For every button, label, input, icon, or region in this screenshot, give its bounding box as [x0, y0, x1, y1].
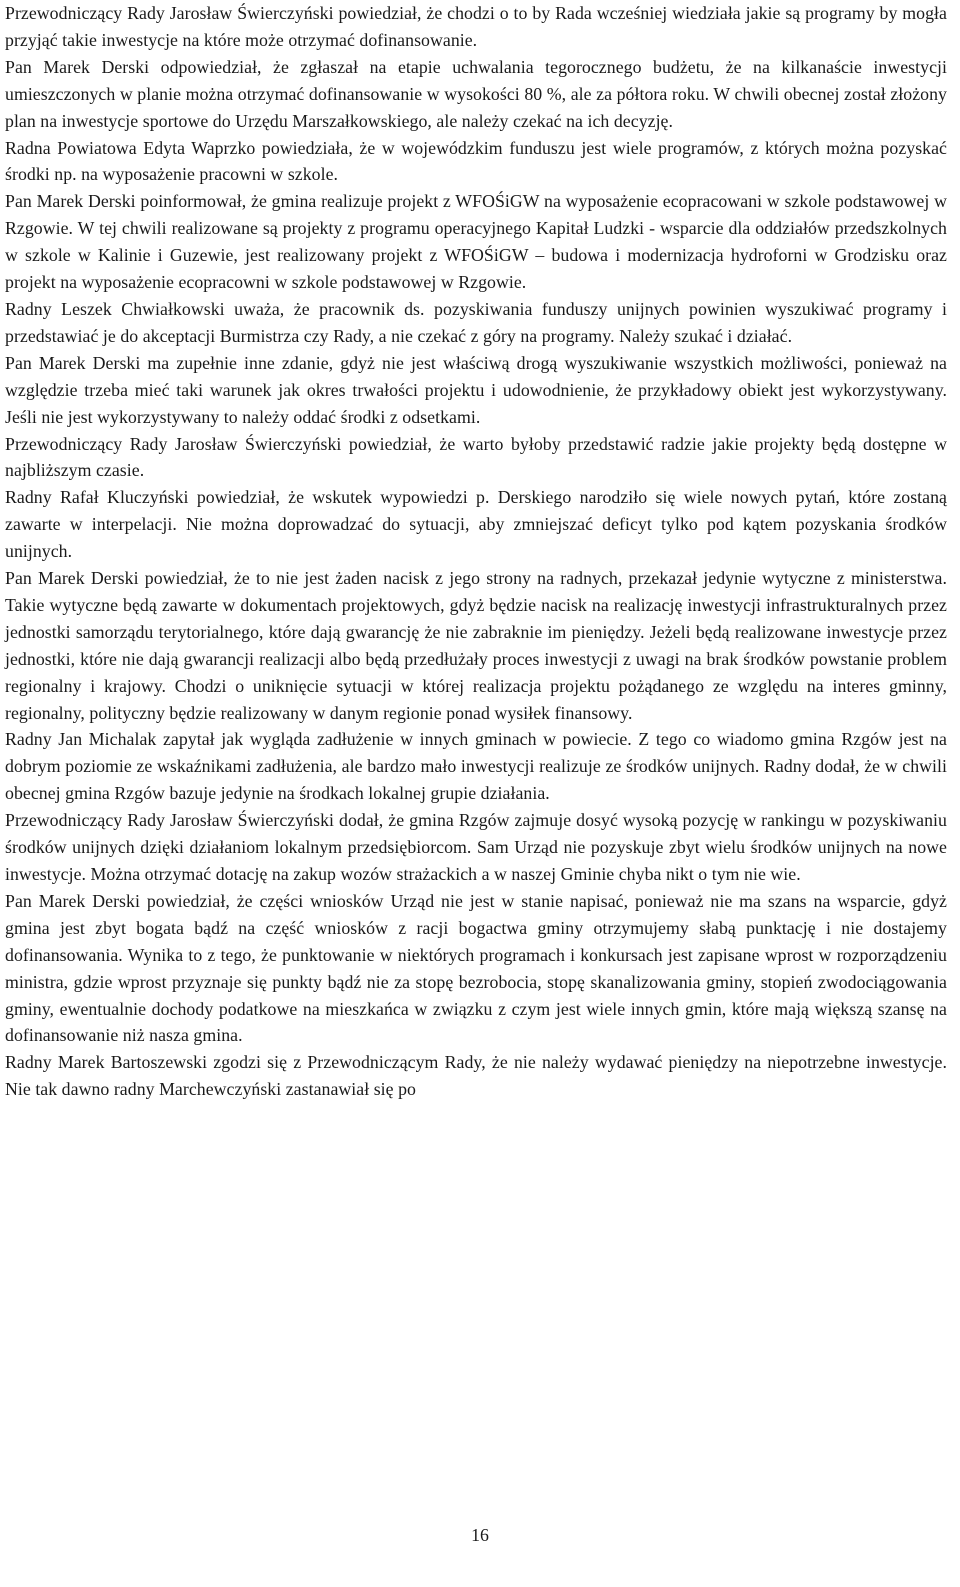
- paragraph-12: Pan Marek Derski powiedział, że części wniosków Urząd nie jest w stanie napisać, ponieważ nie ma szans na wsparcie, gdyż gmina jest zbyt bogata bądź na część wniosków z racji bogactwa gminy otrzymujemy słabą punktację i nie dostajemy dofinansowania. Wynika to z tego, że punktowanie w niektórych programach i konkursach jest zapisane wprost w rozporządzeniu ministra, gdzie wprost przyznaje się punkty bądź nie za stopę bezrobocia, stopę skanalizowania gminy, stopień zwodociągowania gminy, ewentualnie dochody podatkowe na mieszkańca w związku z czym jest wiele innych gmin, które mają większą szansę na dofinansowanie niż nasza gmina.: [5, 890, 947, 1046]
- paragraph-5: Radny Leszek Chwiałkowski uważa, że pracownik ds. pozyskiwania funduszy unijnych powinien wyszukiwać programy i przedstawiać je do akceptacji Burmistrza czy Rady, a nie czekać z góry na programy. Należy szukać i działać.: [5, 298, 947, 346]
- paragraph-11: Przewodniczący Rady Jarosław Świerczyński dodał, że gmina Rzgów zajmuje dosyć wysoką pozycję w rankingu w pozyskiwaniu środków unijnych dzięki działaniom lokalnym przedsiębiorcom. Sam Urząd nie pozyskuje zbyt wielu środków unijnych na nowe inwestycje. Można otrzymać dotację na zakup wozów strażackich a w naszej Gminie chyba nikt o tym nie wie.: [5, 810, 947, 884]
- page-number: 16: [471, 1525, 489, 1545]
- paragraph-7: Przewodniczący Rady Jarosław Świerczyński powiedział, że warto byłoby przedstawić radzie jakie projekty będą dostępne w najbliższym czasie.: [5, 433, 947, 481]
- paragraph-6: Pan Marek Derski ma zupełnie inne zdanie, gdyż nie jest właściwą drogą wyszukiwanie wszystkich możliwości, ponieważ na względzie trzeba mieć taki warunek jak okres trwałości projektu i udowodnienie, że przykładowy obiekt jest wykorzystywany. Jeśli nie jest wykorzystywany to należy oddać środki z odsetkami.: [5, 352, 947, 427]
- paragraph-8: Radny Rafał Kluczyński powiedział, że wskutek wypowiedzi p. Derskiego narodziło się wiele nowych pytań, które zostaną zawarte w interpelacji. Nie można doprowadzać do sytuacji, aby zmniejszać deficyt tylko pod kątem pozyskania środków unijnych.: [5, 487, 947, 562]
- paragraph-13: Radny Marek Bartoszewski zgodzi się z Przewodniczącym Rady, że nie należy wydawać pieniędzy na niepotrzebne inwestycje. Nie tak dawno radny Marchewczyński zastanawiał się po: [5, 1052, 947, 1100]
- paragraph-3: Radna Powiatowa Edyta Waprzko powiedziała, że w wojewódzkim funduszu jest wiele programów, z których można pozyskać środki np. na wyposażenie pracowni w szkole.: [5, 137, 947, 185]
- paragraph-4: Pan Marek Derski poinformował, że gmina realizuje projekt z WFOŚiGW na wyposażenie ecopracowani w szkole podstawowej w Rzgowie. W tej chwili realizowane są projekty z programu operacyjnego Kapitał Ludzki - wsparcie dla oddziałów przedszkolnych w szkole w Kalinie i Guzewie, jest realizowany projekt z WFOŚiGW – budowa i modernizacja hydroforni w Grodzisku oraz projekt na wyposażenie ecopracowni w szkole podstawowej w Rzgowie.: [5, 191, 947, 293]
- paragraph-10: Radny Jan Michalak zapytał jak wygląda zadłużenie w innych gminach w powiecie. Z tego co wiadomo gmina Rzgów jest na dobrym poziomie ze wskaźnikami zadłużenia, ale bardzo mało inwestycji realizuje ze środków unijnych. Radny dodał, że w chwili obecnej gmina Rzgów bazuje jedynie na środkach lokalnej grupie działania.: [5, 729, 947, 804]
- document-page: [5, 0, 947, 1103]
- paragraph-9: Pan Marek Derski powiedział, że to nie jest żaden nacisk z jego strony na radnych, przekazał jedynie wytyczne z ministerstwa. Takie wytyczne będą zawarte w dokumentach projektowych, gdyż będzie nacisk na realizację inwestycji infrastrukturalnych przez jednostki samorządu terytorialnego, które dają gwarancję że nie zabraknie im pieniędzy. Jeżeli będą realizowane inwestycje przez jednostki, które nie dają gwarancji realizacji albo będą przedłużały proces inwestycji z uwagi na brak środków powstanie problem regionalny i krajowy. Chodzi o uniknięcie sytuacji w której realizacja projektu pożądanego ze względu na interes gminny, regionalny, polityczny będzie realizowany w danym regionie ponad wysiłek finansowy.: [5, 568, 947, 723]
- paragraph-1: Przewodniczący Rady Jarosław Świerczyński powiedział, że chodzi o to by Rada wcześniej wiedziała jakie są programy by mogła przyjąć takie inwestycje na które może otrzymać dofinansowanie.: [5, 3, 947, 50]
- paragraph-2: Pan Marek Derski odpowiedział, że zgłaszał na etapie uchwalania tegorocznego budżetu, że na kilkanaście inwestycji umieszczonych w planie można otrzymać dofinansowanie w wysokości 80 %, ale za półtora roku. W chwili obecnej został złożony plan na inwestycje sportowe do Urzędu Marszałkowskiego, ale należy czekać na ich decyzję.: [5, 56, 947, 131]
